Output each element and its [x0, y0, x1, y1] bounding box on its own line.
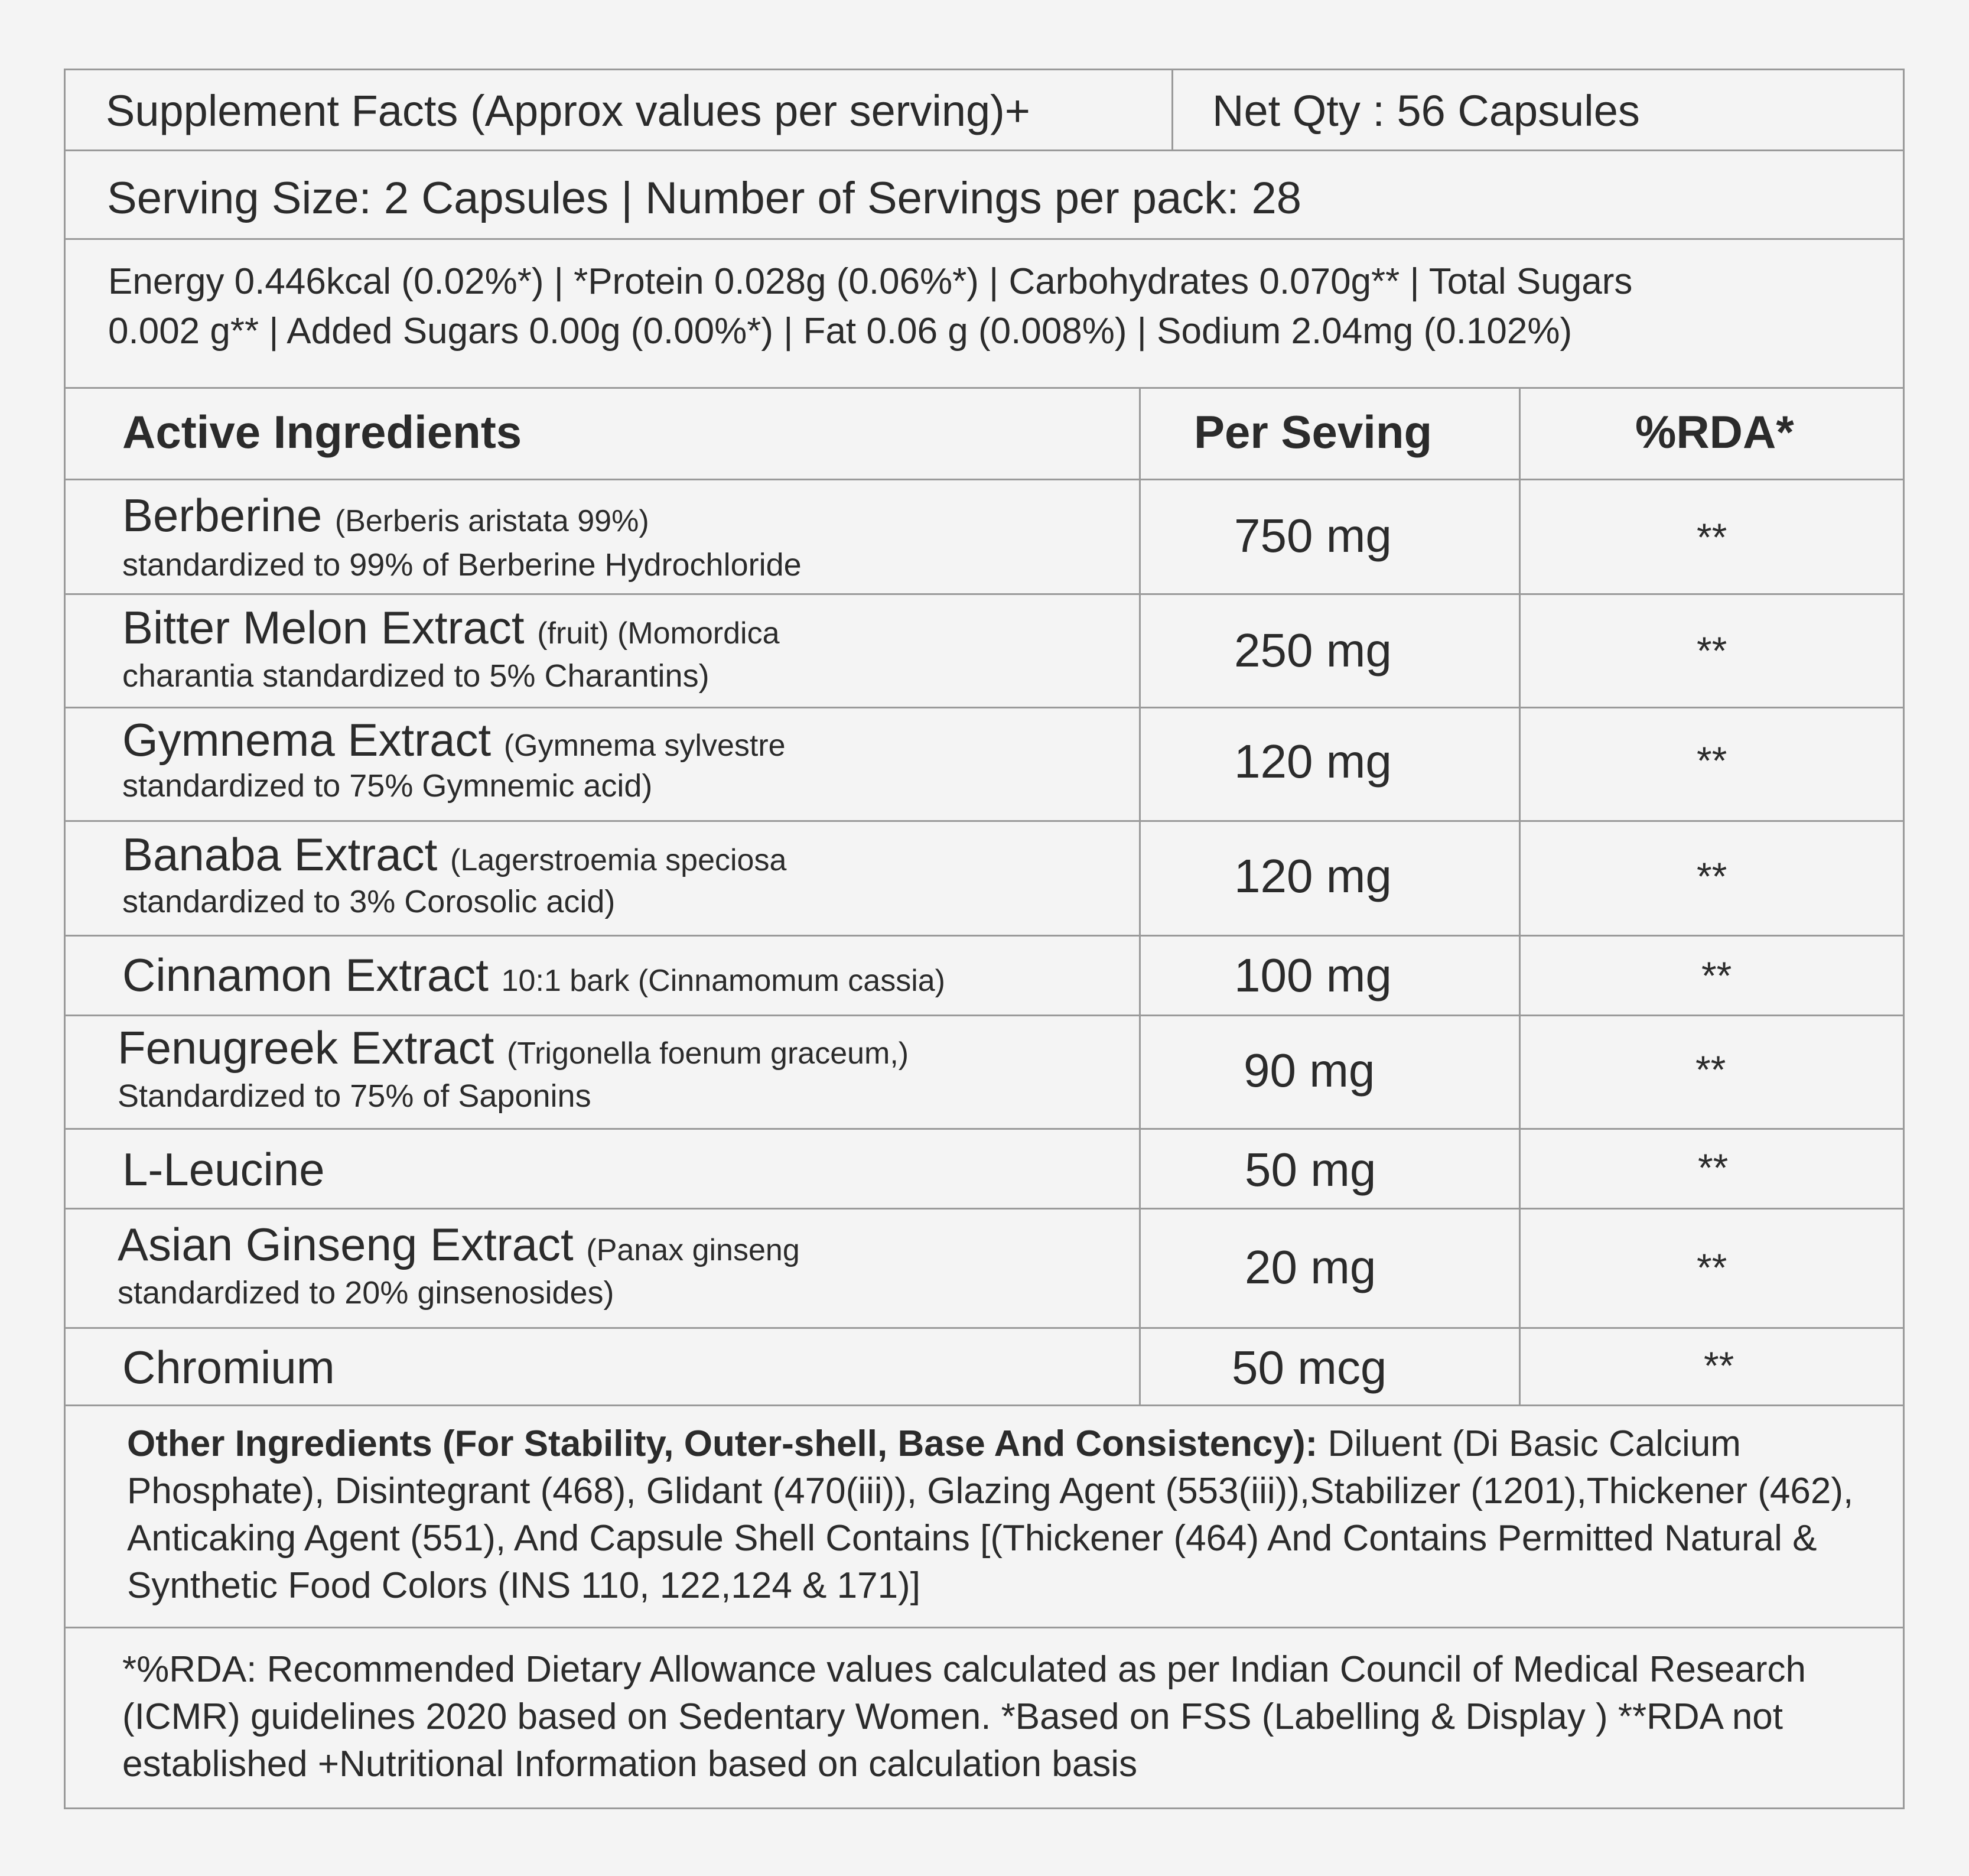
- header-per-serving-cell: [1141, 389, 1521, 479]
- ingredient-cell: [66, 595, 1141, 707]
- ingredient-name: Berberine (Berberis aristata 99%): [122, 489, 649, 541]
- table-row: [66, 1210, 1903, 1329]
- ingredient-name: Chromium: [122, 1341, 335, 1393]
- header-qty-cell: [1173, 70, 1906, 149]
- ingredient-description: standardized to 3% Corosolic acid): [122, 884, 616, 919]
- ingredient-source: (Gymnema sylvestre: [503, 729, 786, 763]
- ingredient-amount: 90 mg: [1244, 1044, 1375, 1097]
- ingredient-source: (Panax ginseng: [586, 1233, 800, 1267]
- table-row: [66, 708, 1903, 822]
- ingredient-name: L-Leucine: [122, 1143, 325, 1195]
- rda-cell: [1521, 1329, 1906, 1404]
- serving-row: [66, 151, 1903, 240]
- ingredient-cell: [66, 822, 1141, 935]
- amount-cell: [1141, 1329, 1521, 1404]
- nutrition-line-2: 0.002 g** | Added Sugars 0.00g (0.00%*) | Fat 0.06 g (0.008%) | Sodium 2.04mg (0.102%): [108, 311, 1573, 352]
- ingredient-amount: 20 mg: [1245, 1241, 1376, 1293]
- ingredient-amount: 250 mg: [1234, 624, 1392, 677]
- ingredient-cell: [66, 1210, 1141, 1327]
- ingredient-source: (Lagerstroemia speciosa: [450, 843, 787, 877]
- table-row: [66, 1016, 1903, 1130]
- column-header-rda: %RDA*: [1635, 406, 1794, 458]
- ingredient-source: (Trigonella foenum graceum,): [506, 1036, 909, 1071]
- ingredient-rda: **: [1697, 854, 1727, 898]
- ingredient-name: Banaba Extract (Lagerstroemia speciosa: [122, 828, 787, 880]
- ingredient-description: standardized to 99% of Berberine Hydrochloride: [122, 547, 802, 583]
- ingredient-rda: **: [1697, 629, 1727, 672]
- header-ingredient-cell: [66, 389, 1141, 479]
- amount-cell: [1141, 708, 1521, 820]
- ingredient-name: Fenugreek Extract (Trigonella foenum graceum,): [118, 1022, 909, 1074]
- other-ingredients-row: [66, 1406, 1903, 1628]
- amount-cell: [1141, 1016, 1521, 1128]
- table-header-row: [66, 389, 1903, 480]
- amount-cell: [1141, 1210, 1521, 1327]
- table-row: [66, 1329, 1903, 1406]
- ingredient-description: standardized to 20% ginsenosides): [118, 1275, 614, 1311]
- footnote: *%RDA: Recommended Dietary Allowance values calculated as per Indian Council of Medical Research (ICMR) guidelines 2020 based on Sedentary Women. *Based on FSS (Labelling & Display ) **RDA not established +Nutritional Information based on calculation basis: [122, 1649, 1806, 1784]
- amount-cell: [1141, 822, 1521, 935]
- ingredient-cell: [66, 480, 1141, 593]
- ingredient-cell: [66, 708, 1141, 820]
- rda-cell: [1521, 708, 1906, 820]
- ingredient-rda: **: [1697, 739, 1727, 782]
- rda-cell: [1521, 480, 1906, 593]
- ingredient-cell: [66, 1016, 1141, 1128]
- ingredient-description: Standardized to 75% of Saponins: [118, 1078, 591, 1114]
- supplement-facts-panel: [64, 69, 1905, 1809]
- other-ingredients-label: Other Ingredients (For Stability, Outer-shell, Base And Consistency):: [127, 1423, 1318, 1464]
- ingredient-amount: 50 mg: [1245, 1143, 1376, 1196]
- column-header-ingredients: Active Ingredients: [122, 406, 522, 458]
- table-row: [66, 480, 1903, 595]
- rda-cell: [1521, 1130, 1906, 1208]
- ingredient-rda: **: [1704, 1344, 1734, 1387]
- table-row: [66, 1130, 1903, 1210]
- rda-cell: [1521, 937, 1906, 1015]
- table-row: [66, 937, 1903, 1016]
- nutrition-line-1: Energy 0.446kcal (0.02%*) | *Protein 0.028g (0.06%*) | Carbohydrates 0.070g** | Total Sugars: [108, 261, 1633, 302]
- rda-cell: [1521, 822, 1906, 935]
- footnote-row: [66, 1628, 1903, 1811]
- ingredient-rda: **: [1695, 1048, 1726, 1091]
- other-ingredients-text: Diluent (Di Basic Calcium Phosphate), Disintegrant (468), Glidant (470(iii)), Glazing Agent (553(iii)),Stabilizer (1201),Thickener (462), Anticaking Agent (551), And Capsule Shell Contains [(Thickener (464) And Contains Permitted Natural & Synthetic Food Colors (INS 110, 122,124 & 171)]: [127, 1423, 1854, 1606]
- ingredient-amount: 120 mg: [1234, 735, 1392, 788]
- serving-info: Serving Size: 2 Capsules | Number of Servings per pack: 28: [107, 173, 1302, 223]
- column-header-per-serving: Per Seving: [1194, 406, 1433, 458]
- ingredient-description: standardized to 75% Gymnemic acid): [122, 768, 653, 804]
- ingredient-name: Gymnema Extract (Gymnema sylvestre: [122, 714, 786, 766]
- ingredient-rda: **: [1701, 954, 1732, 997]
- header-rda-cell: [1521, 389, 1906, 479]
- header-row: [66, 70, 1903, 151]
- ingredient-name: Cinnamon Extract 10:1 bark (Cinnamomum cassia): [122, 949, 945, 1001]
- nutrition-row: [66, 240, 1903, 389]
- table-row: [66, 822, 1903, 937]
- ingredient-amount: 50 mcg: [1232, 1341, 1387, 1394]
- rda-cell: [1521, 1210, 1906, 1327]
- ingredient-source: (Berberis aristata 99%): [334, 504, 649, 538]
- rda-cell: [1521, 1016, 1906, 1128]
- ingredient-source: (fruit) (Momordica: [537, 616, 780, 651]
- ingredient-name: Bitter Melon Extract (fruit) (Momordica: [122, 602, 780, 653]
- amount-cell: [1141, 1130, 1521, 1208]
- ingredient-amount: 750 mg: [1234, 509, 1392, 562]
- ingredient-source: 10:1 bark (Cinnamomum cassia): [501, 964, 945, 998]
- ingredient-description: charantia standardized to 5% Charantins): [122, 658, 710, 694]
- other-ingredients: [127, 1420, 1864, 1610]
- ingredient-cell: [66, 937, 1141, 1015]
- amount-cell: [1141, 595, 1521, 707]
- net-quantity: Net Qty : 56 Capsules: [1212, 86, 1640, 135]
- ingredient-rda: **: [1697, 1246, 1727, 1289]
- amount-cell: [1141, 480, 1521, 593]
- ingredient-amount: 120 mg: [1234, 850, 1392, 902]
- ingredient-rda: **: [1697, 515, 1727, 559]
- ingredient-amount: 100 mg: [1234, 949, 1392, 1002]
- rda-cell: [1521, 595, 1906, 707]
- ingredient-name: Asian Ginseng Extract (Panax ginseng: [118, 1218, 800, 1270]
- amount-cell: [1141, 937, 1521, 1015]
- ingredient-cell: [66, 1329, 1141, 1404]
- ingredient-rda: **: [1698, 1146, 1729, 1189]
- panel-title: Supplement Facts (Approx values per serving)+: [106, 86, 1031, 135]
- table-row: [66, 595, 1903, 708]
- header-title-cell: [66, 70, 1173, 149]
- ingredient-cell: [66, 1130, 1141, 1208]
